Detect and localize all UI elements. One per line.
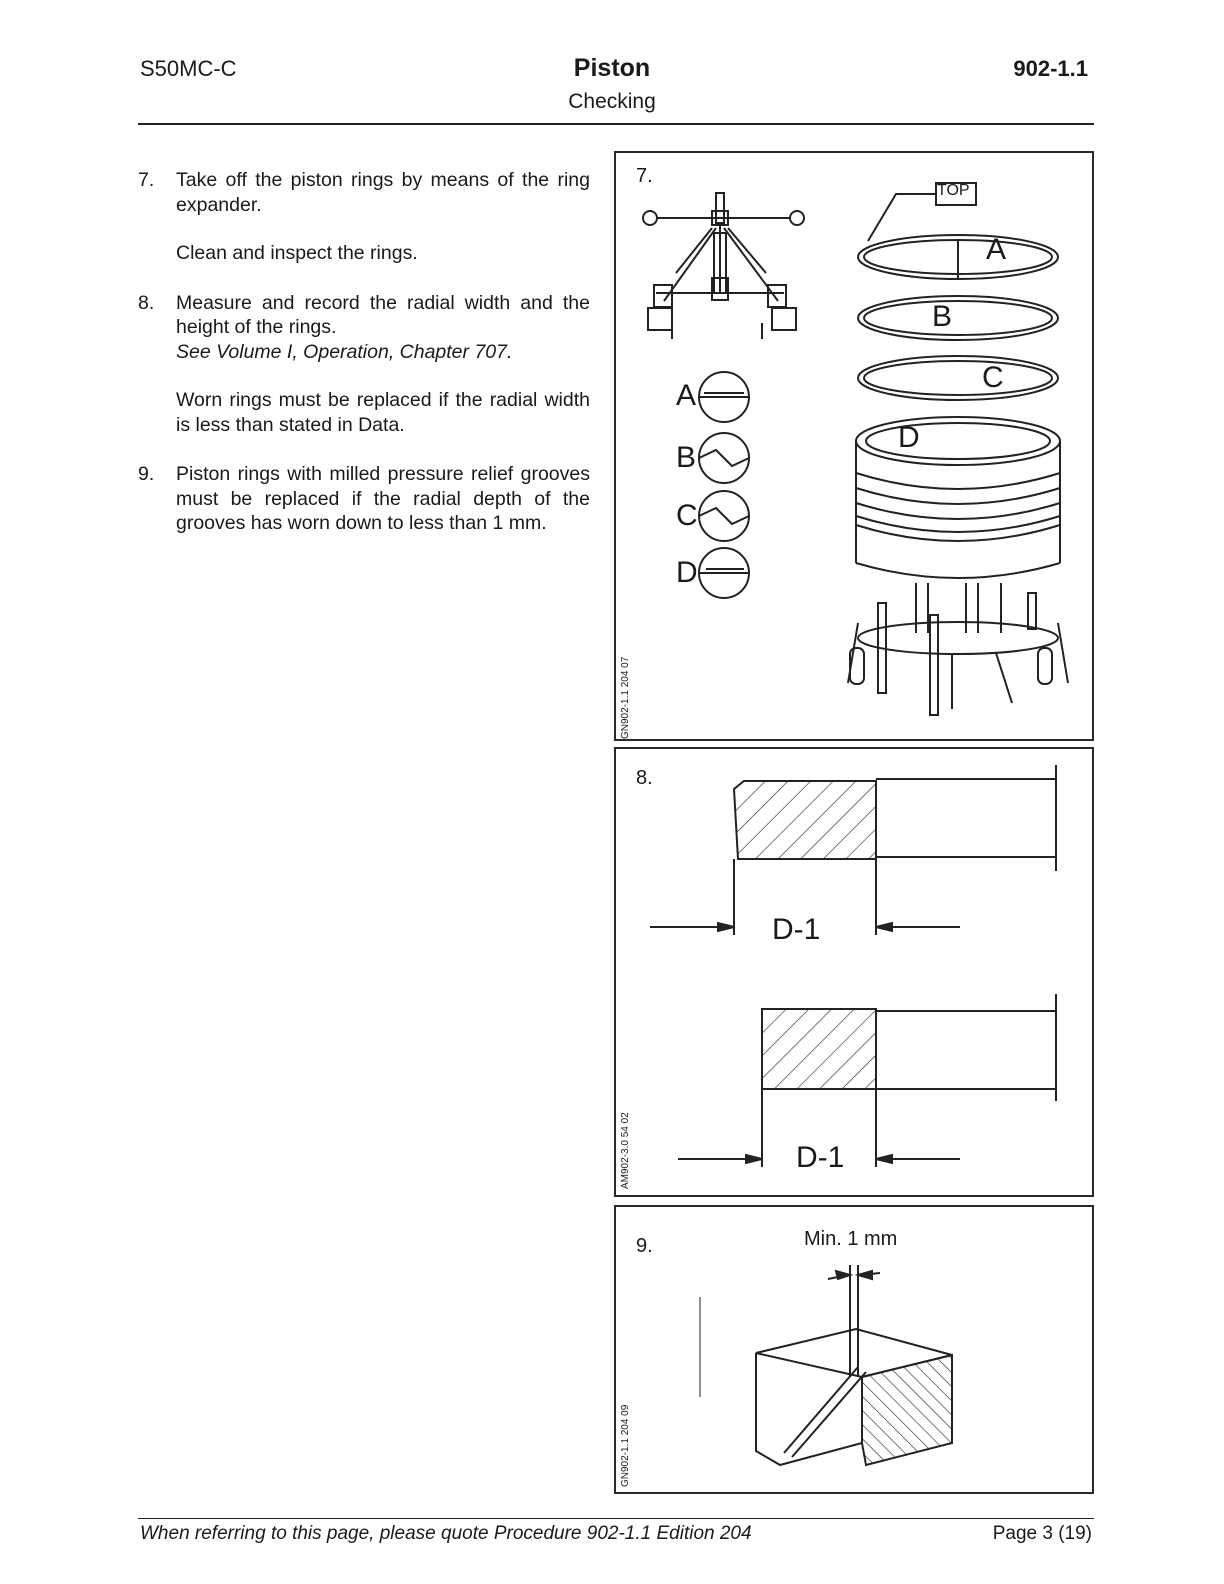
- step-paragraph: Clean and inspect the rings.: [176, 242, 418, 264]
- page-subtitle: Checking: [568, 90, 656, 113]
- groove-depth-drawing: [616, 1207, 1092, 1492]
- ring-joint-details: [699, 372, 749, 598]
- joint-label-a: A: [676, 379, 697, 412]
- ring-label-b: B: [932, 300, 953, 333]
- step-reference: See Volume I, Operation, Chapter 707.: [176, 340, 513, 363]
- footer-note: When referring to this page, please quote Procedure 902-1.1 Edition 204: [140, 1523, 752, 1544]
- figure-number: 8.: [636, 767, 653, 789]
- step-paragraph: Measure and record the radial width and the height of the rings.: [176, 291, 590, 338]
- figure-code: GN902-1.1 204 09: [620, 1404, 631, 1487]
- joint-label-b: B: [676, 441, 697, 474]
- figure-number: 9.: [636, 1235, 653, 1257]
- step-9: [138, 462, 590, 536]
- steps-list: [138, 168, 590, 561]
- step-paragraph: Take off the piston rings by means of the ring expander.: [176, 169, 590, 216]
- figure-7: [614, 151, 1094, 741]
- dimension-label-upper: D-1: [772, 913, 821, 946]
- procedure-number: 902-1.1: [1013, 56, 1088, 81]
- piston-rings-icon: [848, 183, 1068, 715]
- dimension-label-lower: D-1: [796, 1141, 845, 1174]
- min-depth-label: Min. 1 mm: [804, 1228, 898, 1250]
- figure-8: [614, 747, 1094, 1197]
- figure-code: GN902-1.1 204 07: [620, 656, 631, 739]
- engine-model: S50MC-C: [140, 56, 237, 81]
- step-number: 7.: [138, 169, 155, 191]
- step-paragraph: Worn rings must be replaced if the radial width is less than stated in Data.: [176, 389, 590, 436]
- step-paragraph: Piston rings with milled pressure relief grooves must be replaced if the radial depth of the grooves has worn down to less than 1 mm.: [176, 463, 590, 534]
- header-rule: [138, 123, 1094, 125]
- page-number: Page 3 (19): [992, 1523, 1092, 1544]
- figure-code: AM902-3.0 54 02: [620, 1112, 631, 1189]
- step-8: [138, 291, 590, 438]
- step-7: [138, 168, 590, 266]
- ring-expander-icon: [643, 193, 804, 339]
- step-number: 9.: [138, 463, 155, 485]
- step-number: 8.: [138, 291, 155, 314]
- ring-label-c: C: [982, 361, 1004, 394]
- page-title: Piston: [573, 54, 651, 82]
- figure-9: [614, 1205, 1094, 1494]
- ring-width-measure-drawing: [616, 749, 1092, 1195]
- ring-label-a: A: [986, 233, 1007, 266]
- joint-label-c: C: [676, 499, 698, 532]
- joint-label-d: D: [676, 556, 698, 589]
- top-label: TOP: [937, 182, 970, 199]
- figure-number: 7.: [636, 165, 653, 187]
- ring-label-d: D: [898, 421, 920, 454]
- footer-rule: [138, 1518, 1094, 1519]
